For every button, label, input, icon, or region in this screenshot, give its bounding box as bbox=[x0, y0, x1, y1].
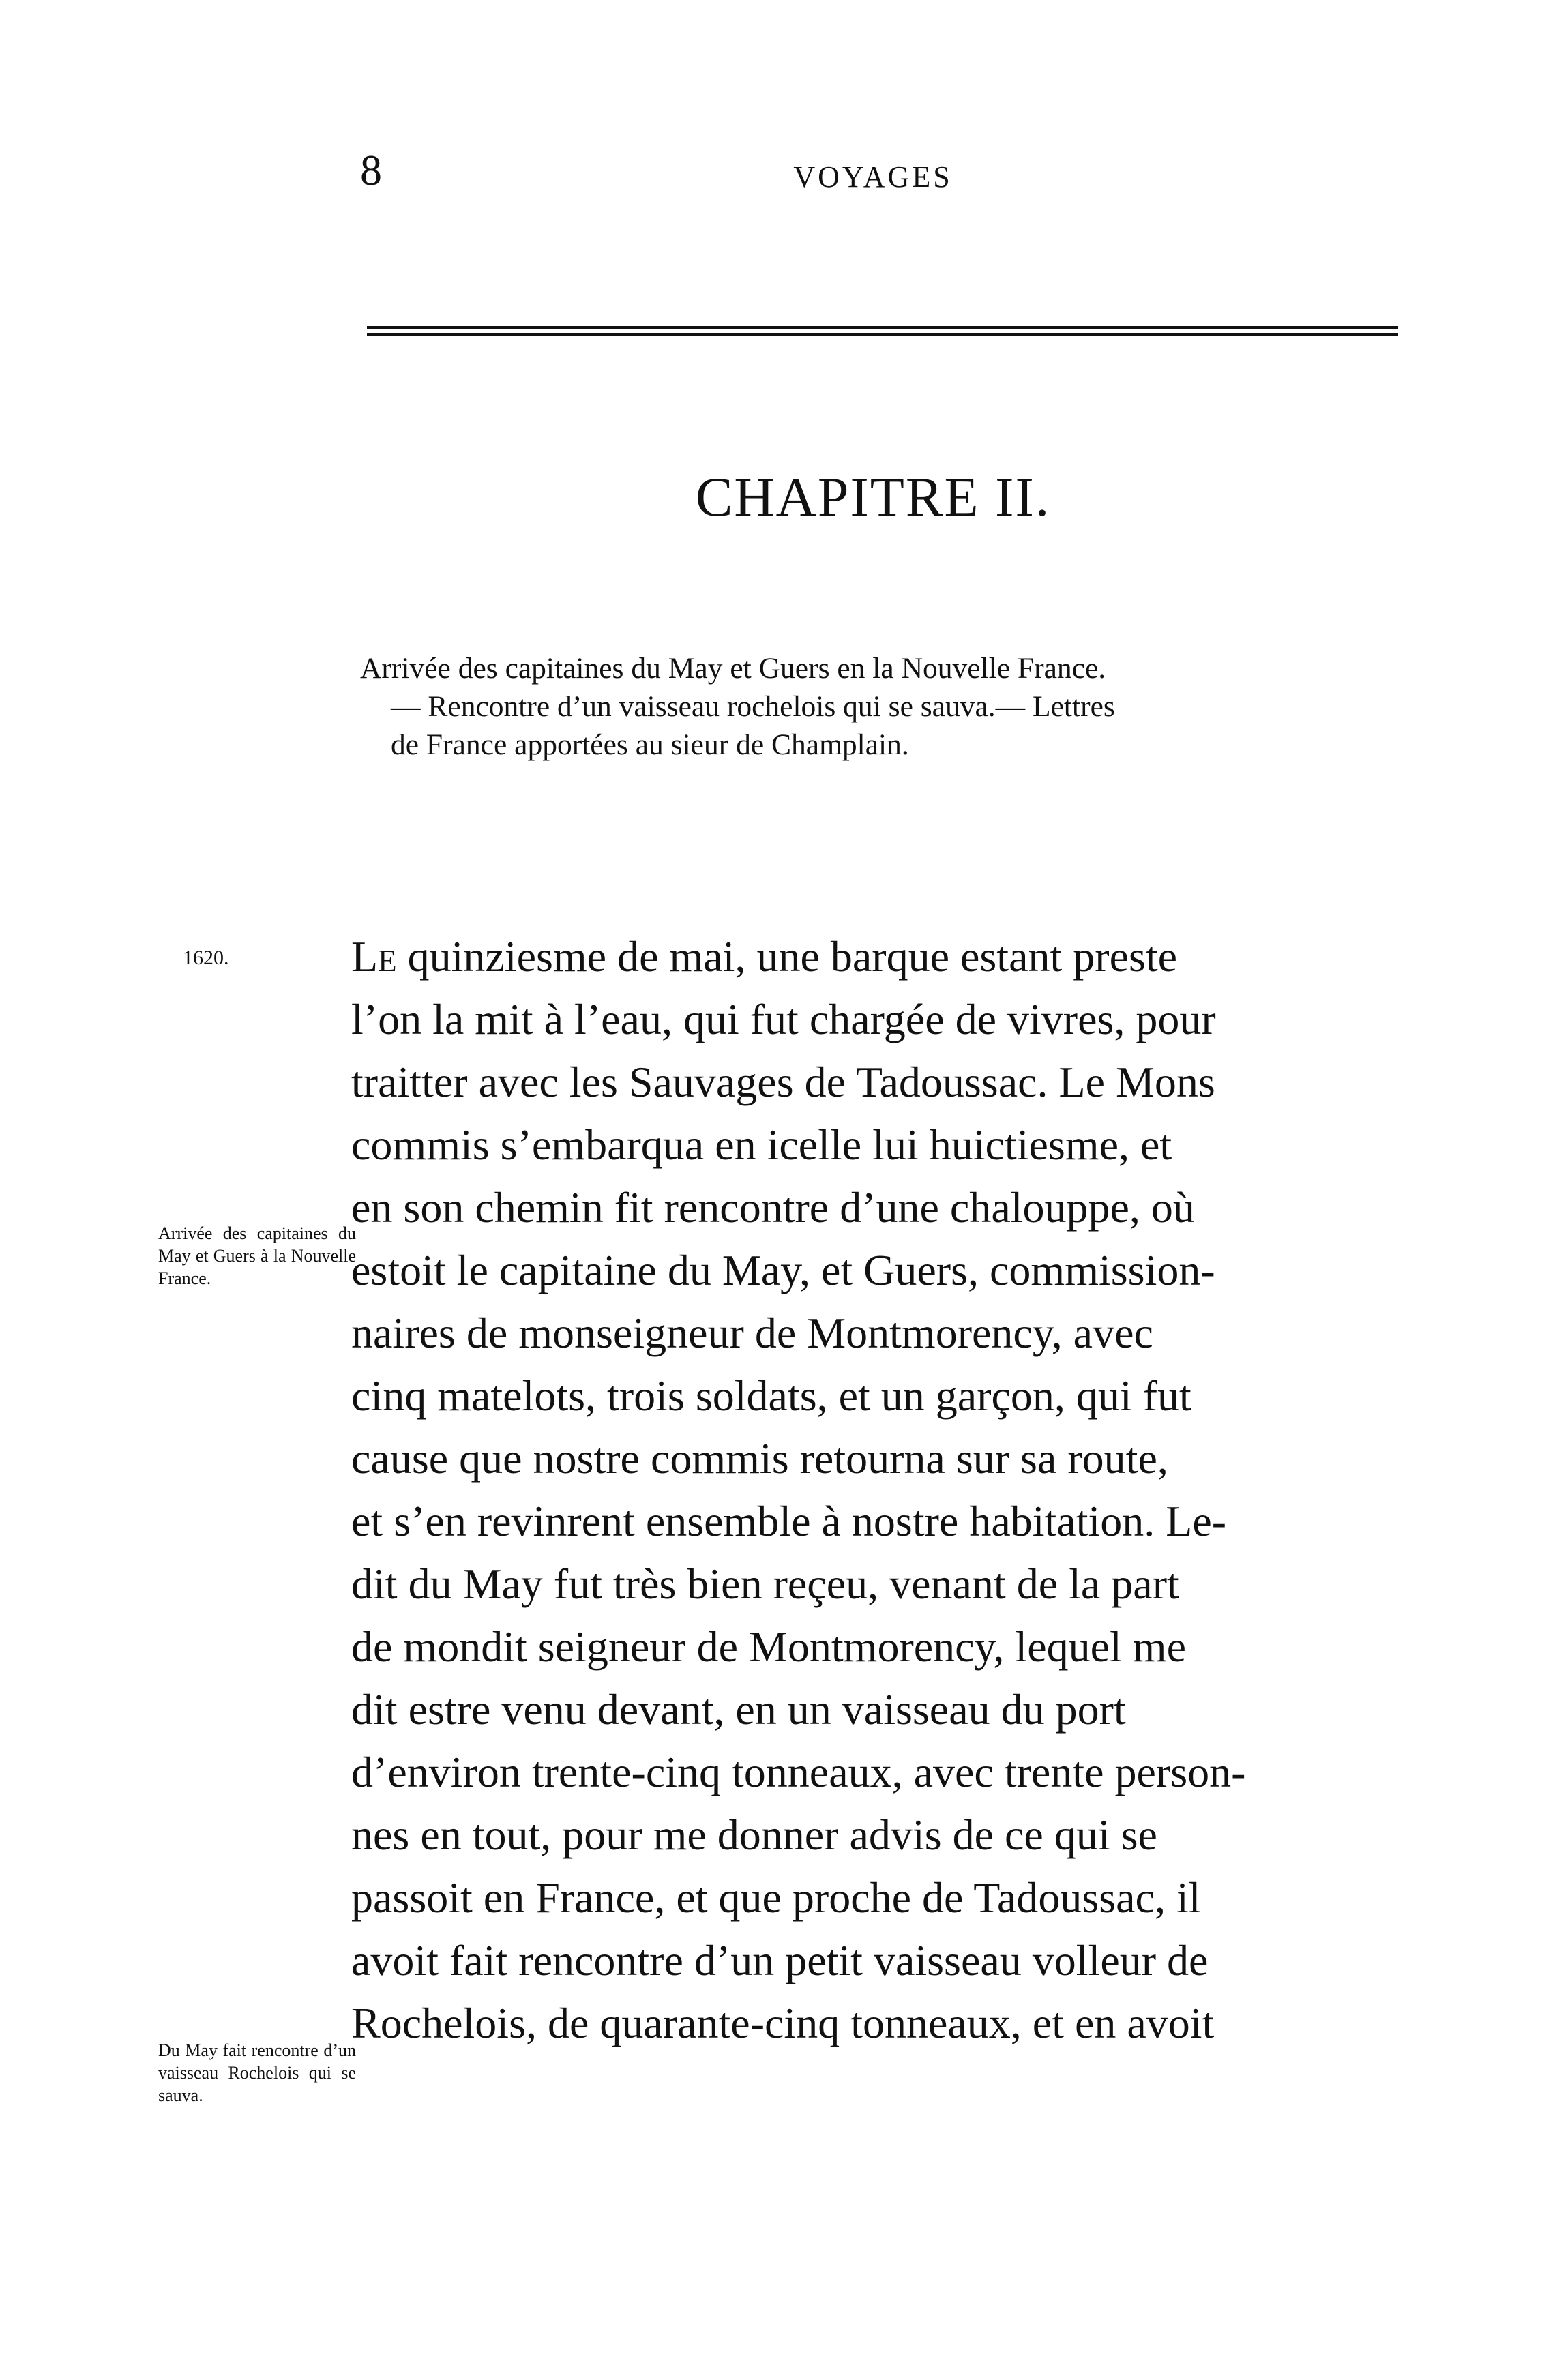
body-line: d’environ trente-cinq tonneaux, avec trente person- bbox=[351, 1748, 1246, 1796]
body-line: traitter avec les Sauvages de Tadoussac. Le Mons bbox=[351, 1058, 1215, 1106]
margin-year: 1620. bbox=[183, 947, 229, 969]
body-line: de mondit seigneur de Montmorency, lequel me bbox=[351, 1622, 1186, 1671]
body-line: Rochelois, de quarante-cinq tonneaux, et en avoit bbox=[351, 1999, 1215, 2047]
body-line: l’on la mit à l’eau, qui fut chargée de vivres, pour bbox=[351, 995, 1216, 1043]
running-title: VOYAGES bbox=[793, 160, 953, 194]
chapter-summary bbox=[360, 649, 1400, 764]
margin-note-arrivee: Arrivée des capitaines du May et Guers à la Nouvelle France. bbox=[158, 1223, 356, 1288]
body-line: passoit en France, et que proche de Tadoussac, il bbox=[351, 1873, 1201, 1922]
summary-line: de France apportées au sieur de Champlain. bbox=[391, 728, 909, 761]
body-line: dit estre venu devant, en un vaisseau du port bbox=[351, 1685, 1126, 1734]
body-line: en son chemin fit rencontre d’une chalouppe, où bbox=[351, 1183, 1195, 1232]
body-line bbox=[351, 925, 1402, 988]
body-line: cinq matelots, trois soldats, et un garçon, qui fut bbox=[351, 1371, 1191, 1420]
page-number: 8 bbox=[360, 146, 382, 194]
body-line: nes en tout, pour me donner advis de ce qui se bbox=[351, 1811, 1157, 1859]
summary-line: Arrivée des capitaines du May et Guers en la Nouvelle France. bbox=[360, 652, 1106, 685]
body-line: estoit le capitaine du May, et Guers, commission- bbox=[351, 1246, 1215, 1294]
drop-word: Le bbox=[351, 932, 397, 981]
body-text bbox=[351, 925, 1402, 2055]
body-line: et s’en revinrent ensemble à nostre habitation. Le- bbox=[351, 1497, 1227, 1545]
chapter-title: CHAPITRE II. bbox=[695, 466, 1051, 528]
body-line: dit du May fut très bien reçeu, venant de la part bbox=[351, 1560, 1179, 1608]
body-line: naires de monseigneur de Montmorency, avec bbox=[351, 1309, 1153, 1357]
margin-note-rencontre: Du May fait rencontre d’un vaisseau Rochelois qui se sauva. bbox=[158, 2040, 356, 2105]
body-line: avoit fait rencontre d’un petit vaisseau volleur de bbox=[351, 1936, 1209, 1984]
first-line-text: quinziesme de mai, une barque estant preste bbox=[396, 932, 1178, 981]
body-line: commis s’embarqua en icelle lui huictiesme, et bbox=[351, 1120, 1172, 1169]
header-rule bbox=[367, 326, 1398, 336]
body-line: cause que nostre commis retourna sur sa route, bbox=[351, 1434, 1168, 1483]
summary-line: — Rencontre d’un vaisseau rochelois qui se sauva.— Lettres bbox=[391, 690, 1115, 723]
